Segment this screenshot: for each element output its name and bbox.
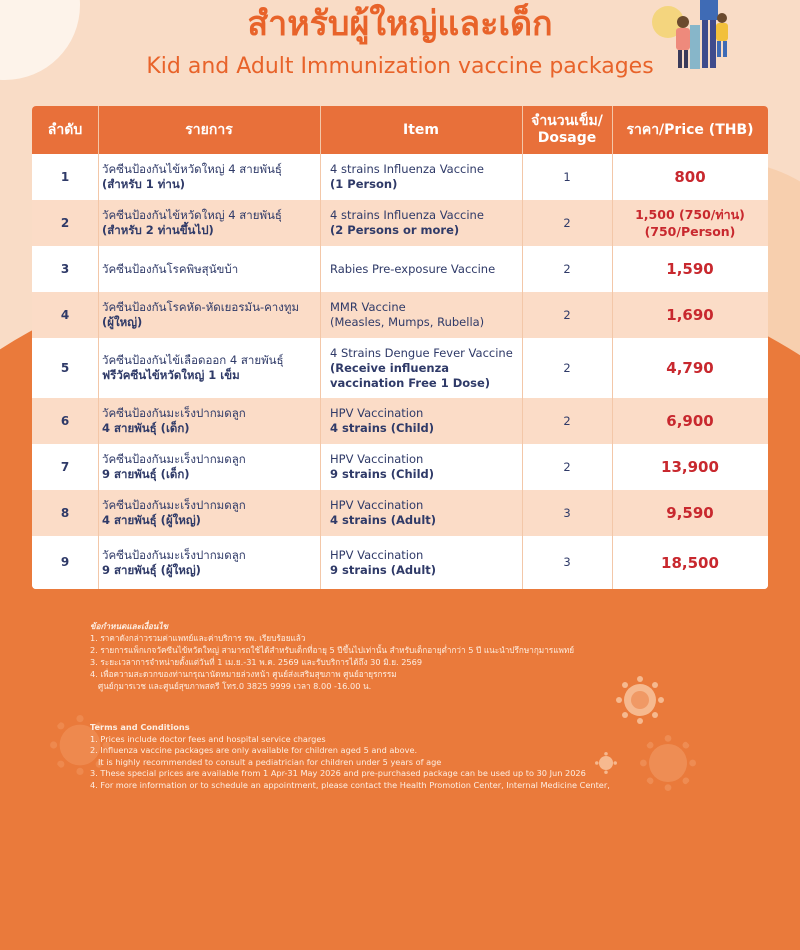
price-text: 4,790 (666, 359, 714, 377)
item-thai-line: วัคซีนป้องกันโรคหัด-หัดเยอรมัน-คางทูม (102, 300, 300, 314)
dosage-text: 3 (563, 505, 571, 520)
header-item-english: Item (403, 121, 439, 138)
price (612, 398, 768, 444)
item-thai (102, 292, 317, 338)
header-price: ราคา/Price (THB) (626, 121, 754, 138)
price-text: 1,500 (750/ท่าน) (635, 207, 745, 222)
price-text: 1,590 (666, 260, 714, 278)
item-english (330, 200, 520, 246)
dosage-text: 2 (563, 459, 571, 474)
item-english (330, 444, 520, 490)
conditions-thai-line: 3. ระยะเวลาการจำหน่ายตั้งแต่วันที่ 1 เม.ย.-31 พ.ค. 2569 และรับบริการได้ถึง 30 มิ.ย. 2569 (90, 657, 423, 667)
item-english-line: (1 Person) (330, 177, 398, 191)
item-english-line: MMR Vaccine (330, 300, 406, 314)
price-text: 9,590 (666, 504, 714, 522)
item-thai-line: (สำหรับ 1 ท่าน) (102, 177, 185, 191)
item-english-line: 4 strains Influenza Vaccine (330, 208, 484, 222)
conditions-thai-heading: ข้อกำหนดและเงื่อนไข (90, 621, 169, 631)
terms-line: 2. Influenza vaccine packages are only available for children aged 5 and above. (90, 745, 418, 755)
item-english-line: 4 strains Influenza Vaccine (330, 162, 484, 176)
price-text: (750/Person) (644, 224, 736, 239)
item-english-line: (Receive influenza (330, 360, 450, 375)
conditions-thai-line: 4. เพื่อความสะดวกของท่านกรุณานัดหมายล่วงหน้า ศูนย์ส่งเสริมสุขภาพ ศูนย์อายุรกรรม (90, 669, 397, 679)
item-english (330, 536, 520, 589)
dosage (522, 338, 612, 398)
item-thai-line: วัคซีนป้องกันไข้หวัดใหญ่ 4 สายพันธุ์ (102, 208, 282, 222)
dosage-text: 2 (563, 360, 571, 375)
row-number-text: 8 (60, 505, 70, 520)
dosage (522, 154, 612, 200)
table-row (32, 490, 768, 536)
table-row (32, 200, 768, 246)
conditions-thai-line: ศูนย์กุมารเวช และศูนย์สุขภาพสตรี โทร.0 3825 9999 เวลา 8.00 -16.00 น. (98, 681, 372, 691)
table-row (32, 398, 768, 444)
item-english (330, 246, 520, 292)
item-english-line: 4 Strains Dengue Fever Vaccine (330, 345, 513, 360)
title-thai: สำหรับผู้ใหญ่และเด็ก (247, 4, 553, 44)
price (612, 246, 768, 292)
price-text: 1,690 (666, 306, 714, 324)
row-number-text: 4 (60, 307, 70, 322)
item-thai-line: 4 สายพันธุ์ (ผู้ใหญ่) (102, 513, 201, 527)
row-number (32, 200, 98, 246)
item-english (330, 292, 520, 338)
row-number (32, 398, 98, 444)
item-thai (102, 246, 317, 292)
item-thai (102, 536, 317, 589)
header-no: ลำดับ (47, 121, 83, 138)
dosage (522, 490, 612, 536)
dosage (522, 536, 612, 589)
item-thai-line: 9 สายพันธุ์ (เด็ก) (102, 467, 190, 481)
item-english (330, 154, 520, 200)
item-thai (102, 490, 317, 536)
table-row (32, 292, 768, 338)
terms-and-conditions (90, 722, 770, 791)
row-number-text: 2 (60, 215, 70, 230)
vaccine-price-table (32, 106, 768, 589)
dosage-text: 3 (563, 555, 571, 569)
item-thai-line: 9 สายพันธุ์ (ผู้ใหญ่) (102, 562, 201, 577)
item-english-line: (2 Persons or more) (330, 223, 460, 237)
price-text: 18,500 (661, 553, 719, 572)
item-thai-line: วัคซีนป้องกันไข้หวัดใหญ่ 4 สายพันธุ์ (102, 162, 282, 176)
row-number-text: 7 (60, 459, 70, 474)
item-thai (102, 200, 317, 246)
item-thai-line: 4 สายพันธุ์ (เด็ก) (102, 421, 190, 435)
item-thai-line: วัคซีนป้องกันไข้เลือดออก 4 สายพันธุ์ (102, 353, 284, 367)
price (612, 490, 768, 536)
item-english (330, 338, 520, 398)
item-english-line: 9 strains (Adult) (330, 562, 437, 577)
item-thai (102, 398, 317, 444)
item-english-line: (Measles, Mumps, Rubella) (330, 315, 485, 329)
price (612, 444, 768, 490)
dosage (522, 292, 612, 338)
table-row (32, 536, 768, 589)
item-english-line: 9 strains (Child) (330, 467, 435, 481)
terms-line: 3. These special prices are available from 1 Apr-31 May 2026 and pre-purchased package can be used up to 30 Jun 2026 (90, 768, 586, 778)
price (612, 200, 768, 246)
price-text: 6,900 (666, 412, 714, 430)
item-english-line: 4 strains (Adult) (330, 513, 437, 527)
item-english-line: vaccination Free 1 Dose) (330, 375, 491, 390)
table-row (32, 246, 768, 292)
header-dosage: จำนวนเข็ม/ Dosage (531, 113, 603, 146)
conditions-thai (90, 620, 730, 692)
terms-line: 4. For more information or to schedule an appointment, please contact the Health Promotion Center, Internal Medicine Center, (90, 779, 610, 790)
price (612, 154, 768, 200)
row-number (32, 338, 98, 398)
table-row (32, 338, 768, 398)
item-thai (102, 444, 317, 490)
item-english-line: HPV Vaccination (330, 498, 424, 512)
dosage-text: 2 (563, 215, 571, 230)
row-number-text: 1 (60, 169, 70, 184)
dosage (522, 444, 612, 490)
table-row (32, 154, 768, 200)
item-thai-line: (สำหรับ 2 ท่านขึ้นไป) (102, 223, 214, 237)
terms-line: It is highly recommended to consult a pediatrician for children under 5 years of age (98, 756, 442, 767)
row-number (32, 292, 98, 338)
row-number (32, 490, 98, 536)
row-number (32, 154, 98, 200)
item-thai-line: วัคซีนป้องกันมะเร็งปากมดลูก (102, 498, 246, 512)
item-english (330, 398, 520, 444)
item-english-line: Rabies Pre-exposure Vaccine (330, 261, 496, 276)
row-number (32, 246, 98, 292)
item-thai-line: วัคซีนป้องกันโรคพิษสุนัขบ้า (102, 261, 239, 276)
dosage-text: 2 (563, 307, 571, 322)
price (612, 536, 768, 589)
price (612, 338, 768, 398)
dosage (522, 246, 612, 292)
dosage (522, 398, 612, 444)
item-english-line: HPV Vaccination (330, 547, 424, 562)
item-thai-line: ฟรีวัคซีนไข้หวัดใหญ่ 1 เข็ม (102, 368, 240, 382)
conditions-thai-line: 2. รายการแพ็กเกจวัคซีนไข้หวัดใหญ่ สามารถใช้ได้สำหรับเด็กที่อายุ 5 ปีขึ้นไปเท่านั้น สำหรับเด็กอายุต่ำกว่า 5 ปี แนะนำปรึกษากุมารแพทย์ (90, 645, 575, 655)
dosage-text: 1 (563, 169, 571, 184)
dosage (522, 200, 612, 246)
price (612, 292, 768, 338)
item-thai (102, 154, 317, 200)
item-english-line: HPV Vaccination (330, 452, 424, 466)
row-number-text: 5 (60, 360, 70, 375)
item-english-line: 4 strains (Child) (330, 421, 435, 435)
item-english (330, 490, 520, 536)
terms-line: 1. Prices include doctor fees and hospital service charges (90, 733, 326, 744)
item-english-line: HPV Vaccination (330, 406, 424, 420)
item-thai-line: วัคซีนป้องกันมะเร็งปากมดลูก (102, 547, 246, 562)
dosage-text: 2 (563, 413, 571, 428)
dosage-text: 2 (563, 261, 571, 276)
price-text: 13,900 (661, 458, 719, 476)
table-header (32, 106, 768, 154)
table-row (32, 444, 768, 490)
header-item-thai: รายการ (185, 121, 233, 138)
row-number (32, 536, 98, 589)
item-thai-line: วัคซีนป้องกันมะเร็งปากมดลูก (102, 406, 246, 420)
item-thai (102, 338, 317, 398)
item-thai-line: (ผู้ใหญ่) (102, 315, 143, 329)
conditions-thai-line: 1. ราคาดังกล่าวรวมค่าแพทย์และค่าบริการ รพ. เรียบร้อยแล้ว (90, 633, 306, 643)
row-number-text: 9 (60, 555, 70, 569)
price-text: 800 (674, 168, 706, 186)
terms-heading: Terms and Conditions (90, 722, 190, 732)
row-number-text: 6 (60, 413, 70, 428)
title-english: Kid and Adult Immunization vaccine packages (146, 54, 654, 79)
item-thai-line: วัคซีนป้องกันมะเร็งปากมดลูก (102, 452, 246, 466)
row-number (32, 444, 98, 490)
row-number-text: 3 (60, 261, 70, 276)
